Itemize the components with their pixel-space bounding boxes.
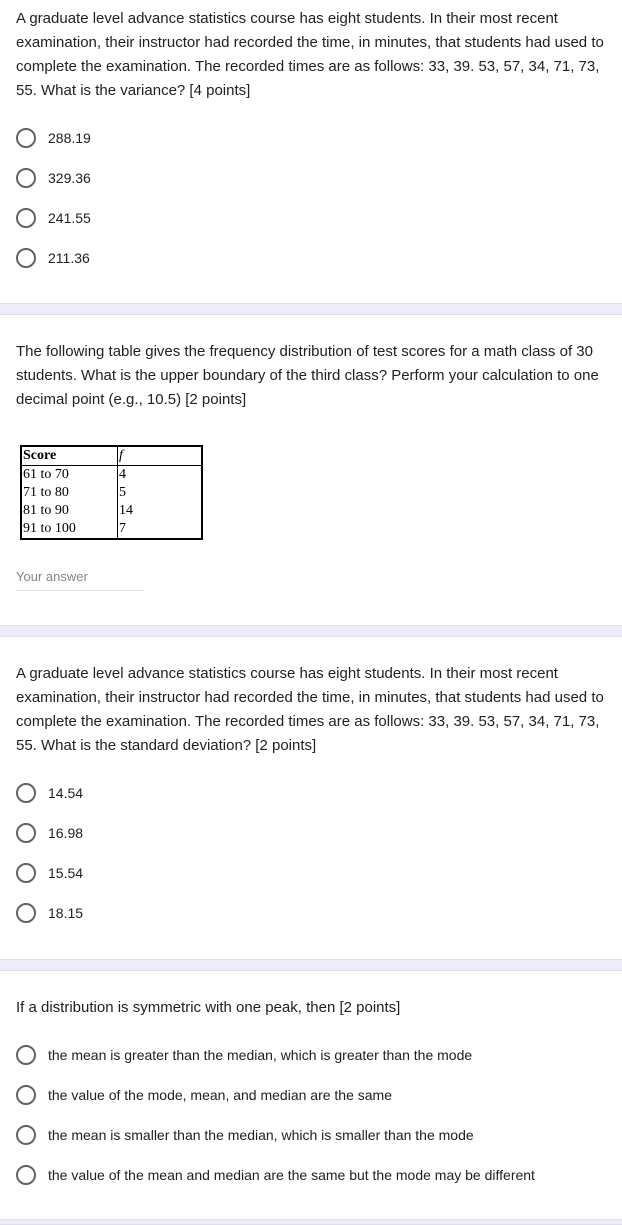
question-card-upper-boundary bbox=[0, 315, 622, 625]
option-15-54[interactable] bbox=[16, 861, 83, 885]
question-card-variance bbox=[0, 0, 622, 303]
table-header-row bbox=[21, 446, 202, 466]
radio-button[interactable] bbox=[16, 1045, 36, 1065]
table-cell: 7 bbox=[118, 520, 203, 539]
option-label: 211.36 bbox=[48, 250, 90, 266]
column-header-score: Score bbox=[21, 446, 118, 466]
table-row bbox=[21, 502, 202, 520]
option-label: the value of the mean and median are the same but the mode may be different bbox=[48, 1167, 535, 1183]
option-mean-greater[interactable] bbox=[16, 1043, 472, 1067]
option-241-55[interactable] bbox=[16, 206, 91, 230]
option-label: 288.19 bbox=[48, 130, 91, 146]
question-card-standard-deviation bbox=[0, 637, 622, 959]
option-label: the mean is greater than the median, which is greater than the mode bbox=[48, 1047, 473, 1063]
table-row bbox=[21, 520, 202, 539]
question-text: A graduate level advance statistics course has eight students. In their most recent examination, their instructor had recorded the time, in minutes, that students had used to complete the examination. The recorded times are as follows: 33, 39. 53, 57, 34, 71, 73, 55. What is the standard deviation? [2 points] bbox=[16, 665, 604, 754]
radio-button[interactable] bbox=[16, 1085, 36, 1105]
option-329-36[interactable] bbox=[16, 166, 91, 190]
radio-button[interactable] bbox=[16, 823, 36, 843]
option-label: 16.98 bbox=[48, 825, 84, 841]
option-14-54[interactable] bbox=[16, 781, 83, 805]
option-label: 241.55 bbox=[48, 210, 91, 226]
radio-button[interactable] bbox=[16, 903, 36, 923]
radio-button[interactable] bbox=[16, 783, 36, 803]
option-label: 329.36 bbox=[48, 170, 91, 186]
radio-button[interactable] bbox=[16, 248, 36, 268]
option-16-98[interactable] bbox=[16, 821, 83, 845]
question-text: The following table gives the frequency distribution of test scores for a math class of 30 students. What is the upper boundary of the third class? Perform your calculation to one decimal point (e.g., 10.5) [2 points] bbox=[16, 343, 599, 408]
table-cell: 91 to 100 bbox=[23, 521, 76, 536]
option-label: 15.54 bbox=[48, 865, 84, 881]
radio-button[interactable] bbox=[16, 863, 36, 883]
radio-button[interactable] bbox=[16, 128, 36, 148]
option-all-same[interactable] bbox=[16, 1083, 392, 1107]
option-label: 14.54 bbox=[48, 785, 84, 801]
table-row bbox=[21, 484, 202, 502]
question-text: A graduate level advance statistics course has eight students. In their most recent examination, their instructor had recorded the time, in minutes, that students had used to complete the examination. The recorded times are as follows: 33, 39. 53, 57, 34, 71, 73, 55. What is the variance? [4 points] bbox=[16, 10, 604, 99]
option-mean-smaller[interactable] bbox=[16, 1123, 474, 1147]
frequency-table bbox=[20, 445, 203, 540]
question-card-symmetric-distribution bbox=[0, 971, 622, 1219]
option-211-36[interactable] bbox=[16, 246, 90, 270]
option-288-19[interactable] bbox=[16, 126, 91, 150]
radio-button[interactable] bbox=[16, 1165, 36, 1185]
option-label: the mean is smaller than the median, which is smaller than the mode bbox=[48, 1127, 474, 1143]
table-cell: 71 to 80 bbox=[23, 485, 69, 500]
option-mode-different[interactable] bbox=[16, 1163, 535, 1187]
column-header-frequency: f bbox=[118, 446, 203, 466]
table-cell: 81 to 90 bbox=[23, 503, 69, 518]
section-separator bbox=[0, 303, 622, 315]
option-label: the value of the mode, mean, and median are the same bbox=[48, 1087, 392, 1103]
section-separator bbox=[0, 959, 622, 971]
section-separator bbox=[0, 625, 622, 637]
table-cell: 61 to 70 bbox=[23, 467, 69, 482]
table-cell: 4 bbox=[118, 466, 203, 485]
radio-button[interactable] bbox=[16, 1125, 36, 1145]
answer-input[interactable] bbox=[16, 569, 144, 591]
table-cell: 14 bbox=[118, 502, 203, 520]
table-row bbox=[21, 466, 202, 485]
table-cell: 5 bbox=[118, 484, 203, 502]
question-text: If a distribution is symmetric with one peak, then [2 points] bbox=[16, 999, 401, 1016]
option-label: 18.15 bbox=[48, 905, 84, 921]
section-separator bbox=[0, 1219, 622, 1225]
radio-button[interactable] bbox=[16, 208, 36, 228]
option-18-15[interactable] bbox=[16, 901, 83, 925]
radio-button[interactable] bbox=[16, 168, 36, 188]
